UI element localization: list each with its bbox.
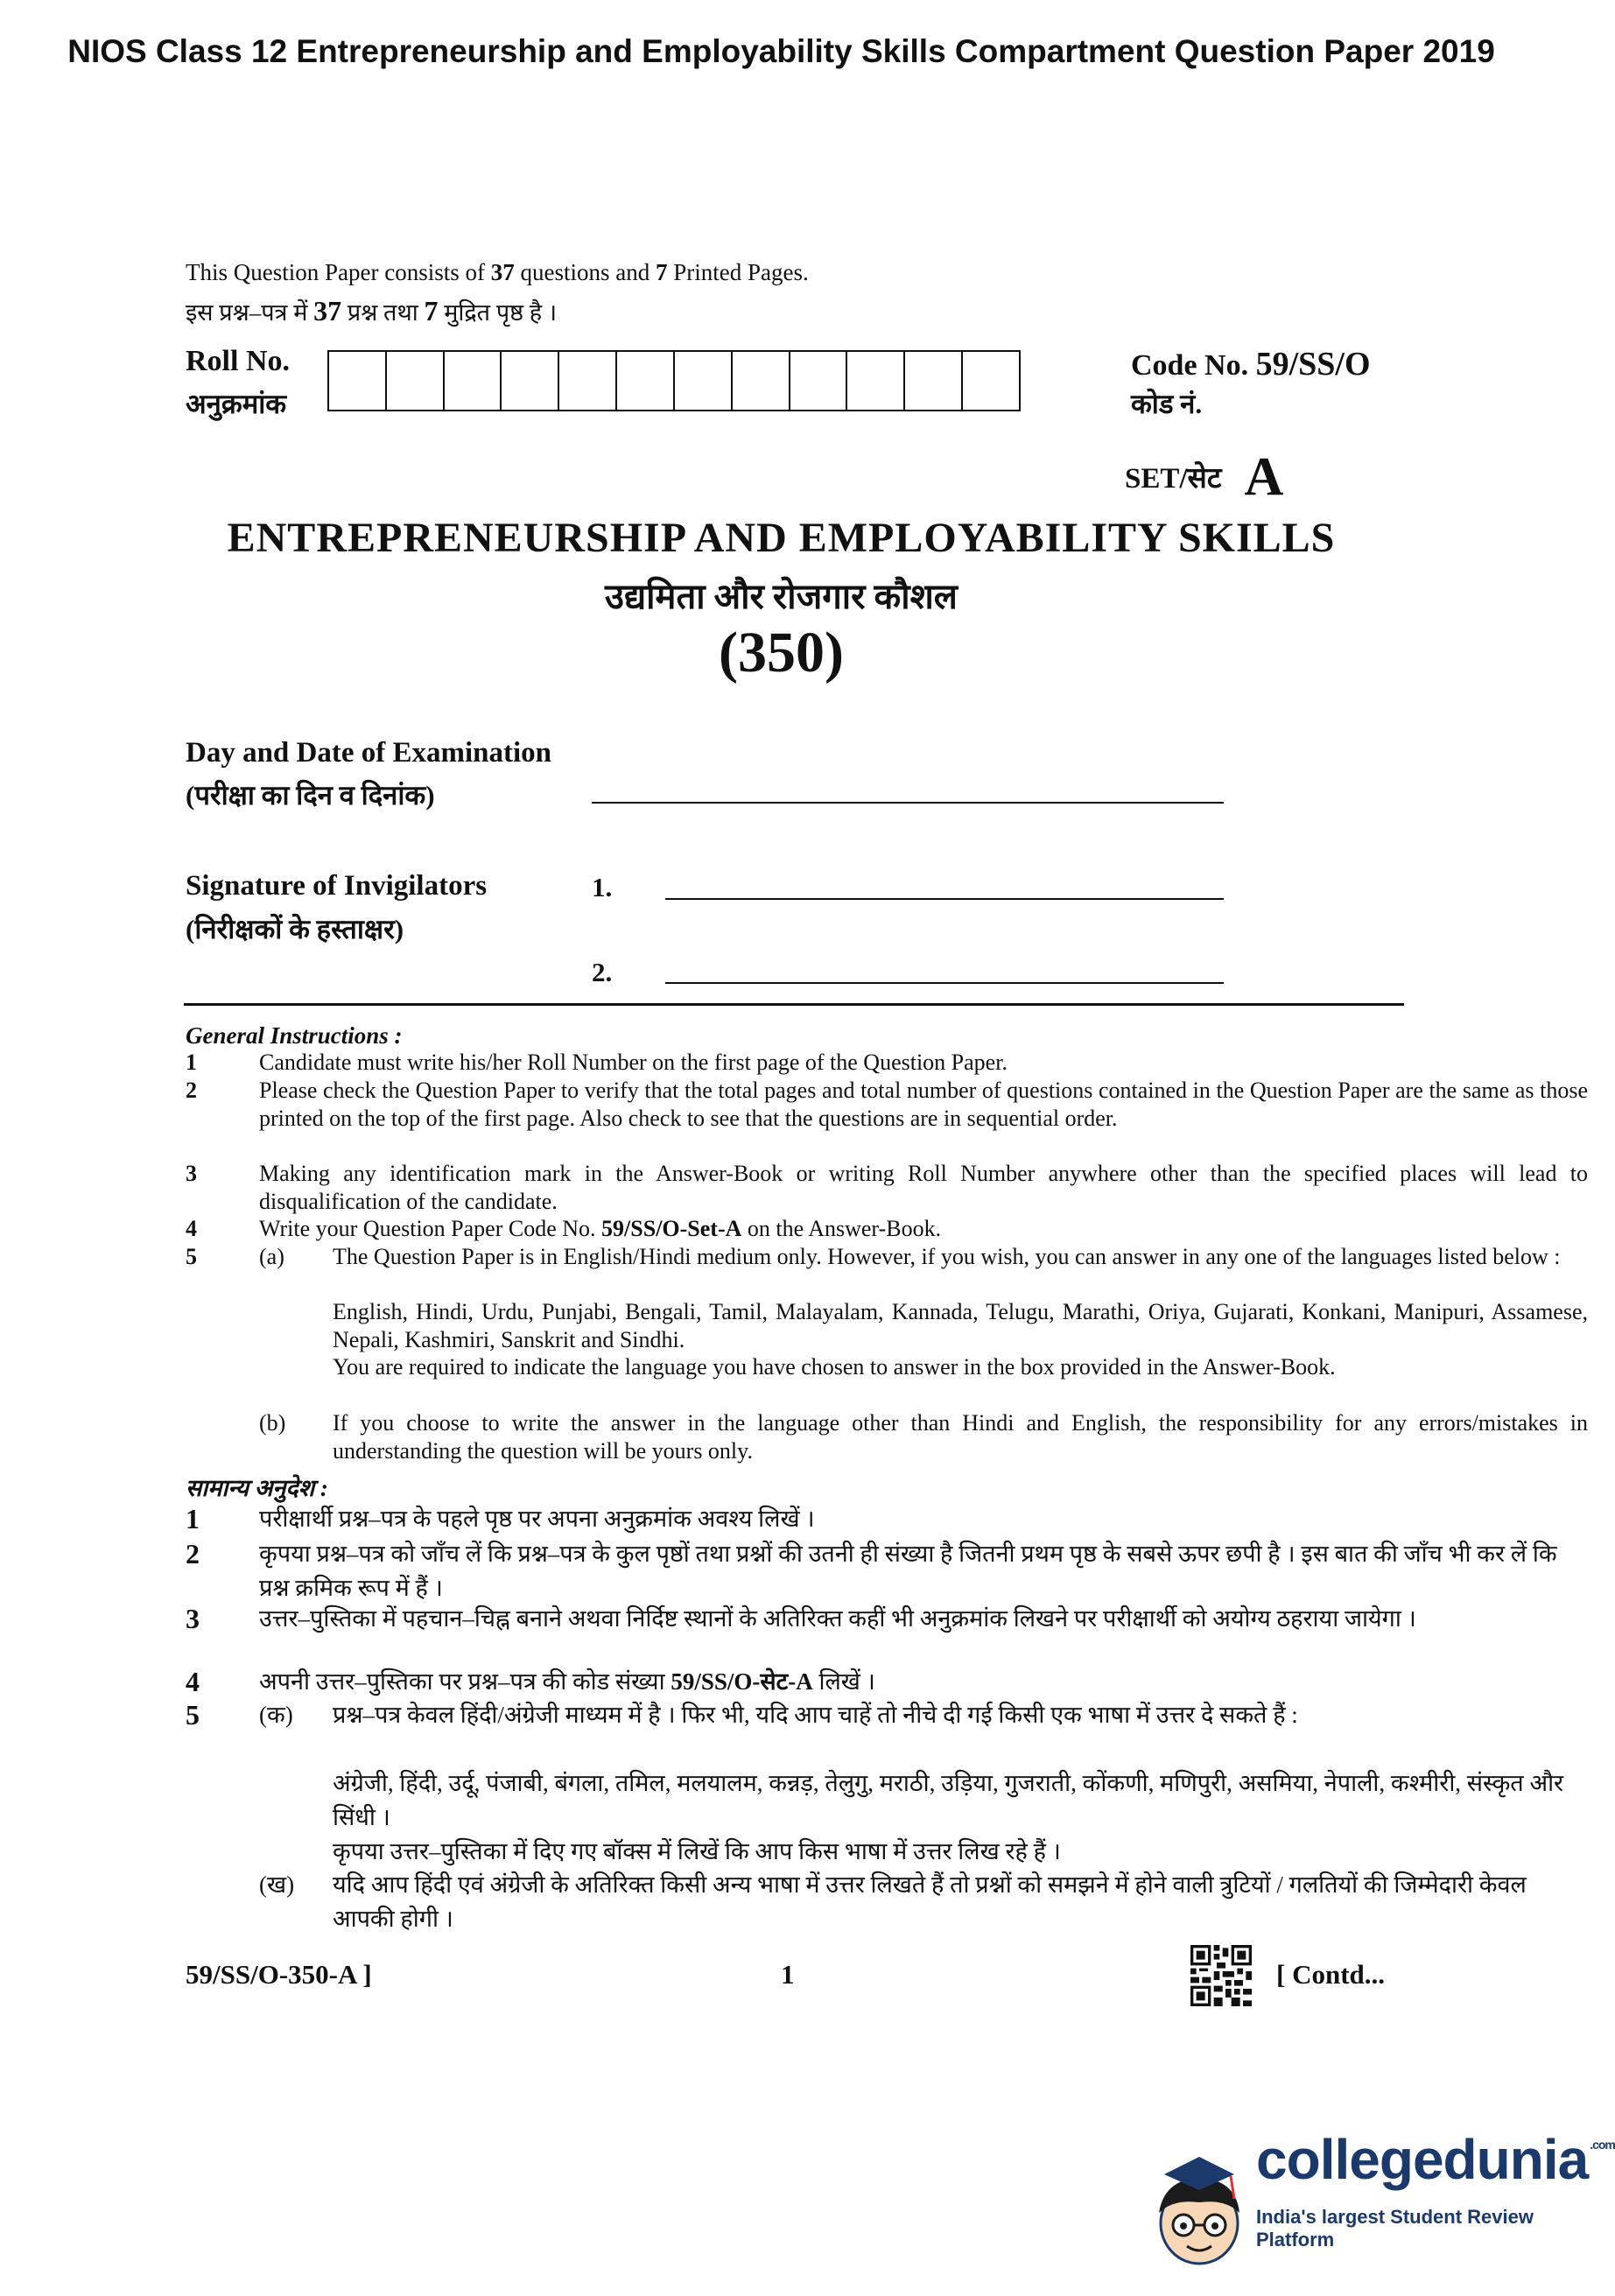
invigilator-2-line[interactable] [665, 982, 1224, 984]
invigilators-label: Signature of Invigilators [186, 870, 488, 902]
invigilator-1-line[interactable] [665, 898, 1224, 900]
mascot-icon [1147, 2145, 1252, 2276]
roll-box[interactable] [502, 352, 559, 410]
roll-box[interactable] [617, 352, 675, 410]
roll-box[interactable] [675, 352, 733, 410]
code-label: Code No. 59/SS/O [1131, 346, 1371, 383]
qr-code-icon [1190, 1945, 1252, 2006]
paper-info-hi: इस प्रश्न–पत्र में 37 प्रश्न तथा 7 मुद्रित पृष्ठ है । [186, 295, 558, 326]
page-banner: NIOS Class 12 Entrepreneurship and Employability Skills Compartment Question Paper 2019 [67, 33, 1495, 69]
roll-number-boxes[interactable] [327, 350, 1021, 411]
roll-box[interactable] [905, 352, 963, 410]
exam-date-line[interactable] [592, 802, 1224, 804]
exam-date-label: Day and Date of Examination [186, 737, 552, 769]
general-instructions-heading: General Instructions : [186, 1022, 403, 1049]
footer-continued: [ Contd... [1276, 1959, 1386, 1990]
roll-box[interactable] [329, 352, 387, 410]
roll-box[interactable] [790, 352, 848, 410]
roll-box[interactable] [445, 352, 502, 410]
paper-info-en: This Question Paper consists of 37 questions and 7 Printed Pages. [186, 259, 809, 285]
roll-box[interactable] [963, 352, 1019, 410]
subject-title: ENTREPRENEURSHIP AND EMPLOYABILITY SKILLS [227, 515, 1336, 561]
roll-box[interactable] [559, 352, 617, 410]
footer-paper-code: 59/SS/O-350-A ] [186, 1959, 372, 1990]
roll-box[interactable] [733, 352, 790, 410]
roll-box[interactable] [387, 352, 445, 410]
subject-title-hindi: उद्यमिता और रोजगार कौशल [605, 577, 958, 616]
roll-box[interactable] [847, 352, 905, 410]
roll-label: Roll No. [186, 345, 290, 377]
hindi-instructions-heading: सामान्य अनुदेश : [186, 1475, 328, 1501]
section-divider [184, 1003, 1404, 1006]
invigilator-1-number: 1. [592, 872, 613, 902]
collegedunia-tagline: India's largest Student Review Platform [1256, 2206, 1534, 2250]
set-indicator: SET/सेट A [1125, 447, 1284, 507]
collegedunia-logo: collegedunia $^{.com}$ [1256, 2128, 1615, 2191]
code-label-hindi: कोड नं. [1131, 389, 1203, 419]
footer-page-number: 1 [781, 1959, 795, 1990]
roll-label-hindi: अनुक्रमांक [186, 389, 287, 419]
invigilator-2-number: 2. [592, 957, 613, 987]
subject-code: (350) [719, 621, 844, 685]
exam-date-label-hindi: (परीक्षा का दिन व दिनांक) [186, 780, 435, 811]
invigilators-label-hindi: (निरीक्षकों के हस्ताक्षर) [186, 914, 404, 944]
